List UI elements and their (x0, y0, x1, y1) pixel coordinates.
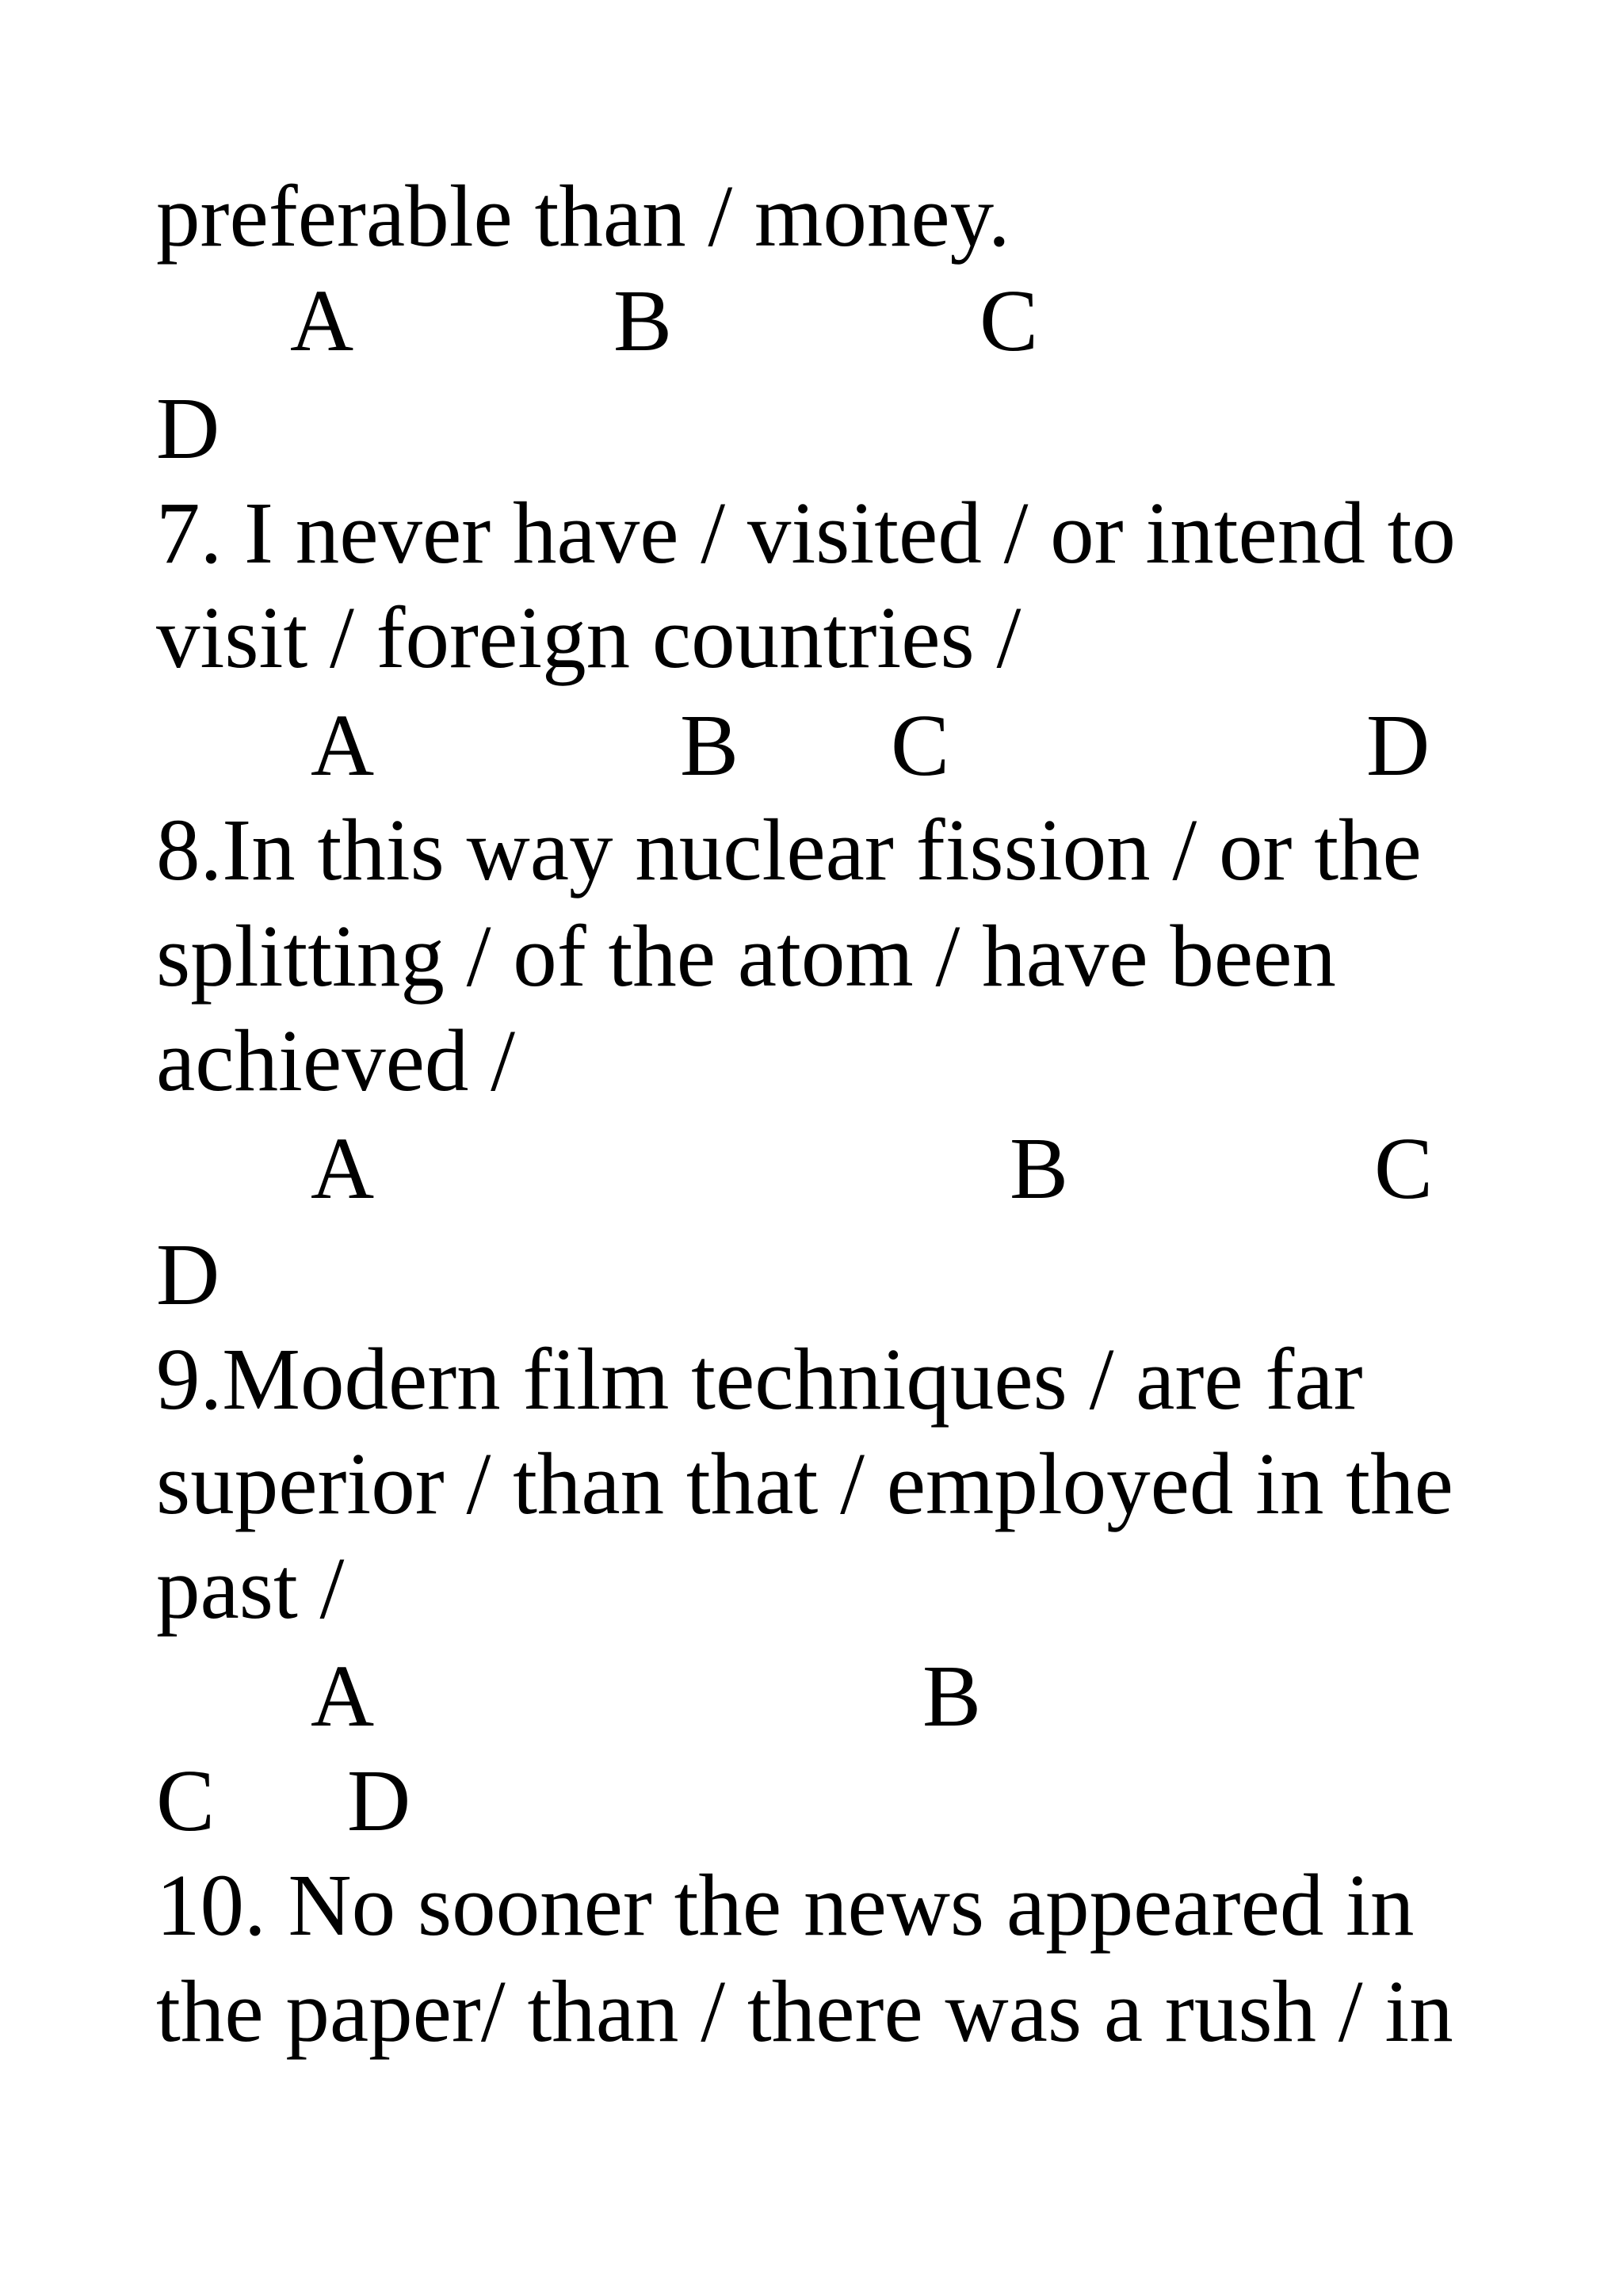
option-marker-d: D (1366, 697, 1430, 795)
option-marker-a: A (311, 1120, 375, 1218)
option-marker-a: A (311, 697, 375, 795)
question-8-line-3: achieved / (156, 1013, 515, 1110)
option-marker-d: D (156, 1226, 220, 1324)
option-marker-a: A (290, 273, 354, 370)
option-marker-c: C (1374, 1120, 1434, 1218)
option-marker-b: B (680, 697, 739, 795)
question-10-line-1: 10. No sooner the news appeared in (156, 1857, 1415, 1955)
question-10-line-2: the paper/ than / there was a rush / in (156, 1963, 1453, 2061)
question-9-line-2: superior / than that / employed in the (156, 1436, 1453, 1533)
option-marker-b: B (613, 273, 673, 370)
question-8-line-1: 8.In this way nuclear fission / or the (156, 802, 1422, 899)
question-9-line-1: 9.Modern film techniques / are far (156, 1331, 1363, 1428)
question-8-line-2: splitting / of the atom / have been (156, 908, 1336, 1005)
option-marker-c: C (980, 273, 1039, 370)
option-marker-c: C (891, 697, 950, 795)
option-marker-a: A (311, 1648, 375, 1745)
question-7-line-2: visit / foreign countries / (156, 589, 1022, 687)
option-marker-c: C (156, 1753, 216, 1850)
option-marker-d: D (347, 1753, 411, 1850)
option-marker-b: B (922, 1648, 982, 1745)
question-7-line-1: 7. I never have / visited / or intend to (156, 485, 1456, 582)
question-9-line-3: past / (156, 1540, 345, 1638)
option-marker-b: B (1010, 1120, 1069, 1218)
option-marker-d: D (156, 380, 220, 478)
text-line: preferable than / money. (156, 168, 1010, 265)
